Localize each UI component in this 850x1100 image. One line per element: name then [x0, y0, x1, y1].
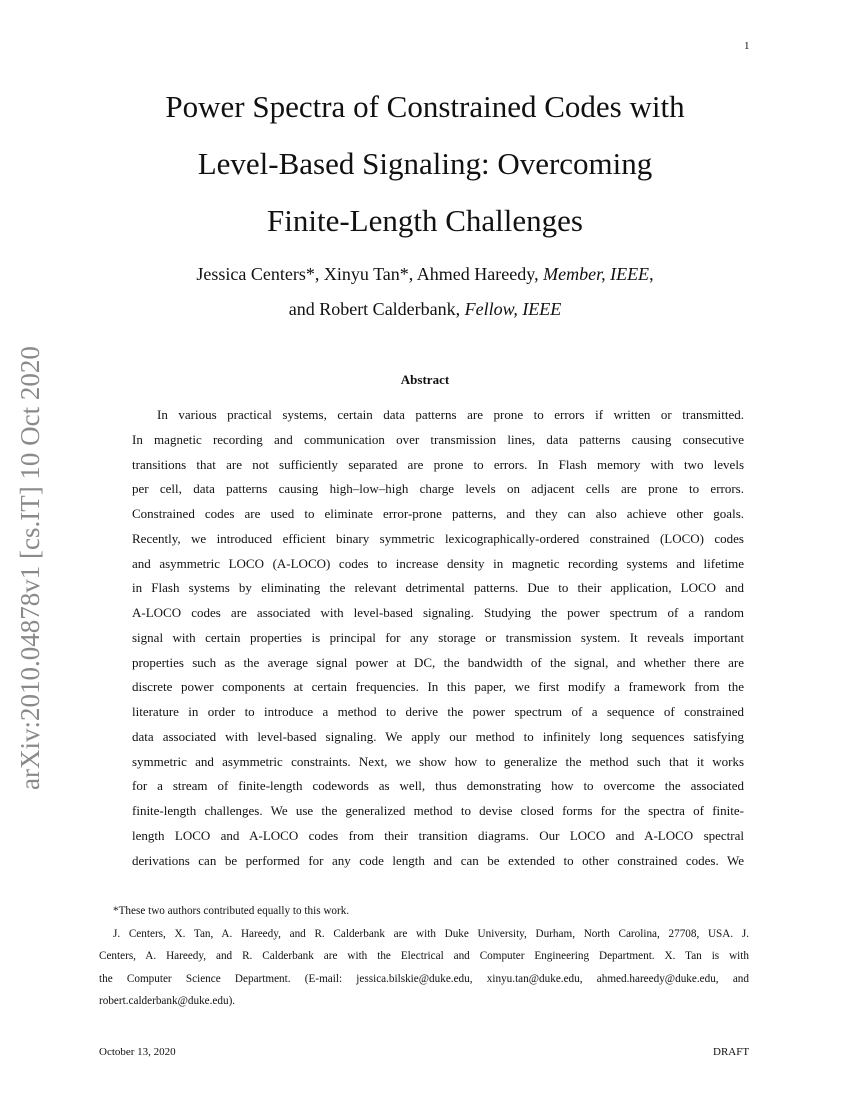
author-names: Jessica Centers*, Xinyu Tan*, Ahmed Hareedy, — [196, 264, 544, 284]
abstract-line: and asymmetric LOCO (A-LOCO) codes to increase density in magnetic recording systems and lifetime — [132, 555, 744, 571]
abstract-line: symmetric and asymmetric constraints. Next, we show how to generalize the method such that it works — [132, 753, 744, 769]
abstract-line: finite-length challenges. We use the generalized method to devise closed forms for the spectra of finite- — [132, 803, 744, 818]
author-ieee-grade: Fellow, IEEE — [464, 299, 562, 319]
paper-title — [80, 78, 770, 249]
abstract-line: length LOCO and A-LOCO codes from their transition diagrams. Our LOCO and A-LOCO spectral — [132, 827, 744, 843]
title-line: Level-Based Signaling: Overcoming — [197, 146, 653, 181]
footnote-line: Centers, A. Hareedy, and R. Calderbank are with the Electrical and Computer Engineering Department. X. Tan is with — [99, 950, 749, 962]
abstract-line: in Flash systems by eliminating the relevant detrimental patterns. Due to their application, LOCO and — [132, 580, 744, 596]
abstract-line: A-LOCO codes are associated with level-based signaling. Studying the power spectrum of a random — [132, 605, 744, 620]
abstract-line: Constrained codes are used to eliminate error-prone patterns, and they can also achieve other goals. — [132, 506, 744, 521]
footnotes — [99, 900, 749, 1013]
page-number: 1 — [744, 40, 750, 52]
abstract-line: per cell, data patterns causing high–low–high charge levels on adjacent cells are prone to errors. — [132, 481, 744, 497]
abstract-heading: Abstract — [400, 372, 450, 387]
abstract-line: properties such as the average signal power at DC, the bandwidth of the signal, and whether there are — [132, 654, 744, 670]
author-names: and Robert Calderbank, — [288, 299, 465, 319]
abstract-line: transitions that are not sufficiently separated are prone to errors. In Flash memory with two levels — [132, 456, 744, 472]
author-line-end: , — [649, 264, 654, 284]
title-line: Finite-Length Challenges — [267, 203, 583, 238]
abstract-line: In various practical systems, certain data patterns are prone to errors if written or transmitted. — [157, 407, 744, 422]
footnote-line: *These two authors contributed equally to this work. — [113, 905, 350, 917]
abstract-line: signal with certain properties is principal for any storage or transmission system. It reveals important — [132, 629, 744, 645]
abstract-line: In magnetic recording and communication over transmission lines, data patterns causing consecutive — [132, 431, 744, 447]
author-list — [80, 257, 770, 327]
footer-date: October 13, 2020 — [99, 1046, 176, 1058]
arxiv-identifier-stamp: arXiv:2010.04878v1 [cs.IT] 10 Oct 2020 — [15, 346, 45, 790]
footnote-line: the Computer Science Department. (E-mail: jessica.bilskie@duke.edu, xinyu.tan@duke.edu, ahmed.hareedy@duke.edu, and — [99, 972, 749, 985]
abstract-line: literature in order to introduce a method to derive the power spectrum of a sequence of constrained — [132, 704, 744, 719]
author-line — [80, 257, 770, 292]
abstract-line: Recently, we introduced efficient binary symmetric lexicographically-ordered constrained (LOCO) codes — [132, 530, 744, 546]
author-ieee-grade: Member, IEEE — [543, 264, 650, 284]
abstract-line: derivations can be performed for any code length and can be extended to other constrained codes. We — [132, 852, 744, 868]
footnote-line: J. Centers, X. Tan, A. Hareedy, and R. Calderbank are with Duke University, Durham, North Carolina, 27708, USA. J. — [113, 927, 749, 940]
abstract-line: discrete power components at certain frequencies. In this paper, we first modify a framework from the — [132, 679, 744, 695]
title-line: Power Spectra of Constrained Codes with — [165, 89, 685, 124]
abstract-body — [132, 403, 744, 873]
abstract-line: data associated with level-based signaling. We apply our method to infinitely long sequences satisfying — [132, 728, 744, 744]
footnote-line: robert.calderbank@duke.edu). — [99, 995, 236, 1007]
footer-draft-label: DRAFT — [713, 1046, 750, 1058]
author-line — [80, 292, 770, 327]
abstract-line: for a stream of finite-length codewords as well, thus demonstrating how to overcome the associated — [132, 778, 744, 794]
